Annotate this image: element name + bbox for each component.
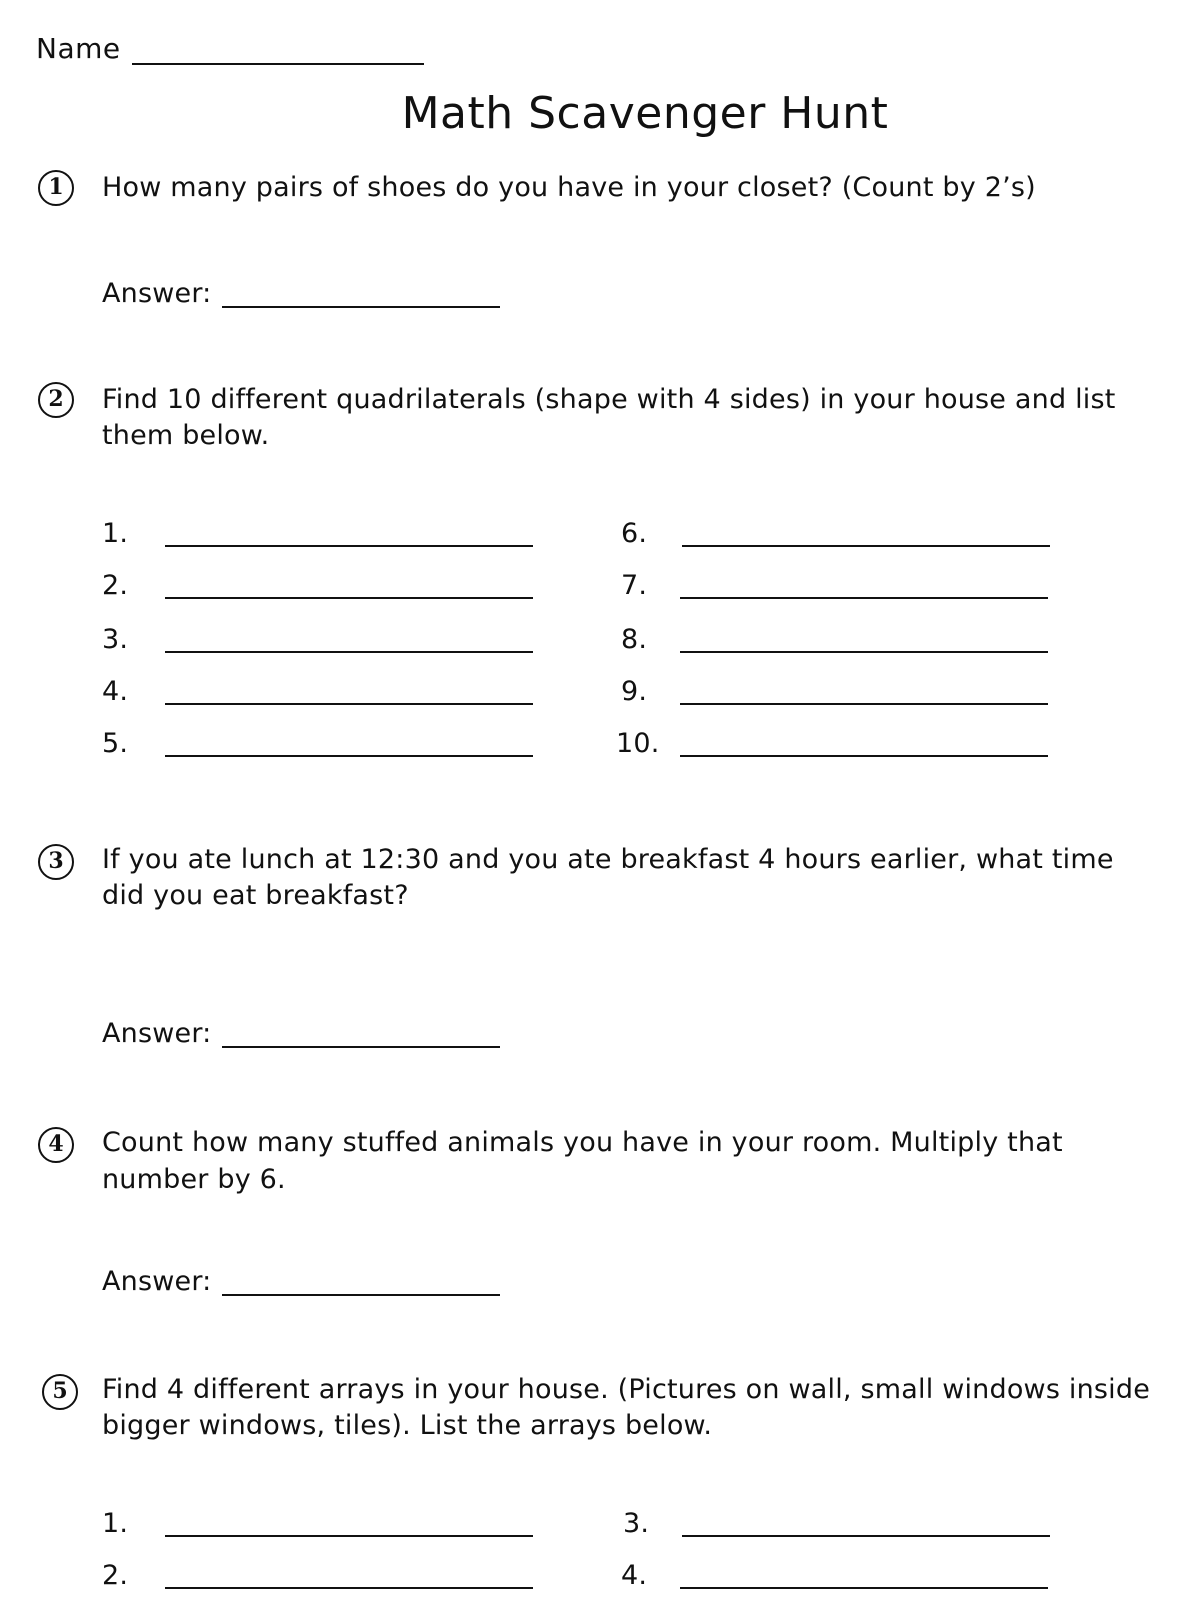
question-4-text-line-2: number by 6. xyxy=(102,1164,286,1195)
question-1-text: How many pairs of shoes do you have in your closet? (Count by 2’s) xyxy=(102,172,1036,203)
question-2-item-line[interactable] xyxy=(682,545,1050,547)
question-2-item-number: 9. xyxy=(621,676,648,707)
question-3-text-line-2: did you eat breakfast? xyxy=(102,880,409,911)
question-2-item-line[interactable] xyxy=(165,755,533,757)
question-2-item-line[interactable] xyxy=(165,597,533,599)
question-5-number: 5 xyxy=(42,1374,78,1410)
question-5-item-line[interactable] xyxy=(682,1535,1050,1537)
question-5-item-line[interactable] xyxy=(165,1535,533,1537)
question-2-item-line[interactable] xyxy=(680,651,1048,653)
question-2-item-number: 6. xyxy=(621,518,648,549)
question-5-item-line[interactable] xyxy=(680,1587,1048,1589)
question-2-text-line-2: them below. xyxy=(102,420,270,451)
question-3-answer-line[interactable] xyxy=(222,1046,500,1048)
question-2-item-number: 8. xyxy=(621,624,648,655)
question-1-answer-line[interactable] xyxy=(222,306,500,308)
question-4-number: 4 xyxy=(38,1127,74,1163)
question-5-item-line[interactable] xyxy=(165,1587,533,1589)
question-4-text-line-1: Count how many stuffed animals you have in your room. Multiply that xyxy=(102,1127,1063,1158)
question-2-item-number: 5. xyxy=(102,728,129,759)
question-2-item-line[interactable] xyxy=(680,703,1048,705)
question-2-item-number: 10. xyxy=(616,728,660,759)
question-2-text-line-1: Find 10 different quadrilaterals (shape with 4 sides) in your house and list xyxy=(102,384,1116,415)
question-5-text-line-2: bigger windows, tiles). List the arrays below. xyxy=(102,1410,713,1441)
question-3-number: 3 xyxy=(38,844,74,880)
question-2-item-number: 2. xyxy=(102,570,129,601)
question-2-item-line[interactable] xyxy=(165,703,533,705)
question-1-answer-label: Answer: xyxy=(102,278,212,309)
question-3-text-line-1: If you ate lunch at 12:30 and you ate breakfast 4 hours earlier, what time xyxy=(102,844,1114,875)
question-5-item-number: 4. xyxy=(621,1560,648,1591)
question-2-item-number: 7. xyxy=(621,570,648,601)
question-2-item-line[interactable] xyxy=(680,755,1048,757)
question-2-number: 2 xyxy=(38,382,74,418)
question-4-answer-label: Answer: xyxy=(102,1266,212,1297)
question-5-item-number: 2. xyxy=(102,1560,129,1591)
question-2-item-number: 1. xyxy=(102,518,129,549)
page-title: Math Scavenger Hunt xyxy=(401,88,889,139)
question-1-number: 1 xyxy=(38,170,74,206)
question-5-item-number: 1. xyxy=(102,1508,129,1539)
question-5-text-line-1: Find 4 different arrays in your house. (Pictures on wall, small windows inside xyxy=(102,1374,1151,1405)
question-2-item-line[interactable] xyxy=(165,545,533,547)
question-5-item-number: 3. xyxy=(623,1508,650,1539)
name-blank-line[interactable] xyxy=(132,63,424,65)
question-2-item-line[interactable] xyxy=(680,597,1048,599)
question-2-item-line[interactable] xyxy=(165,651,533,653)
question-2-item-number: 3. xyxy=(102,624,129,655)
name-label: Name xyxy=(36,32,121,65)
question-4-answer-line[interactable] xyxy=(222,1294,500,1296)
question-2-item-number: 4. xyxy=(102,676,129,707)
question-3-answer-label: Answer: xyxy=(102,1018,212,1049)
